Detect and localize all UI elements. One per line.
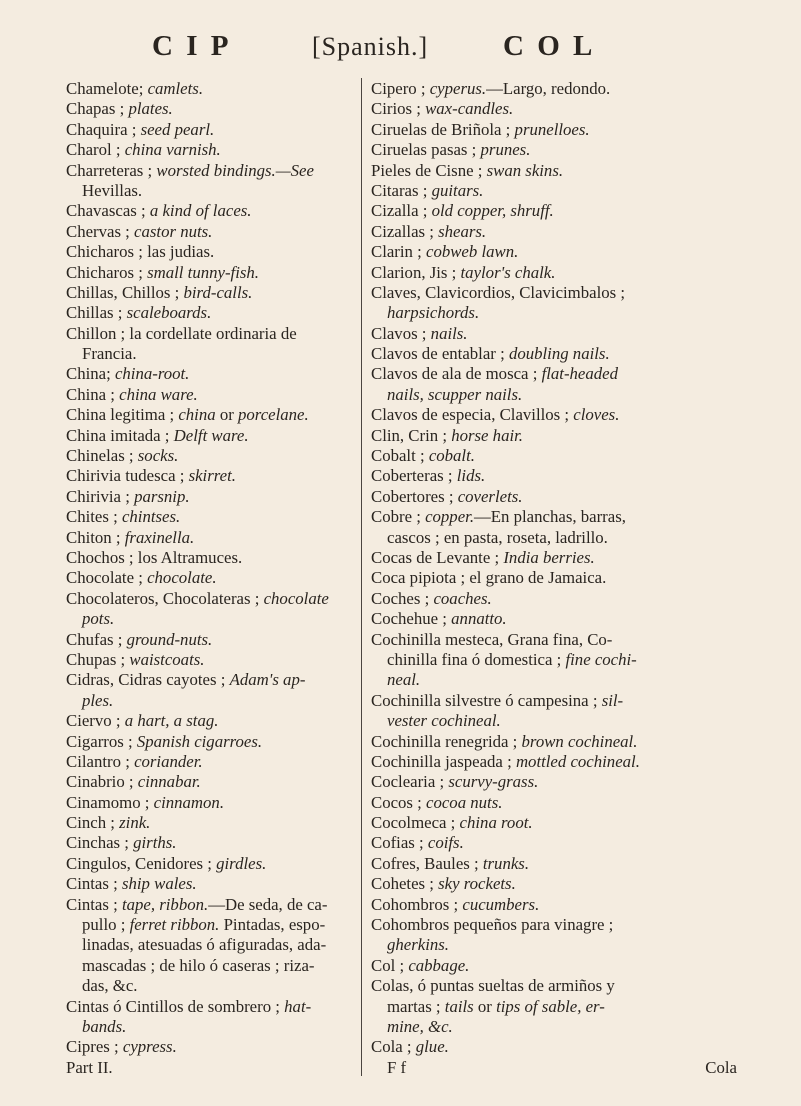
right-column xyxy=(371,79,737,1078)
spanish-term: Clavos de especia, Clavillos ; xyxy=(371,405,574,425)
entry-line xyxy=(371,242,737,262)
entry-line xyxy=(66,711,354,731)
spanish-term: Cochinilla mesteca, Grana fina, Co- xyxy=(371,629,613,649)
spanish-term: Chillas, Chillos ; xyxy=(66,282,184,302)
entry-line xyxy=(66,670,354,690)
entry-line xyxy=(371,344,737,364)
spanish-term: —En planchas, barras, xyxy=(474,507,626,527)
entry-line xyxy=(371,956,737,976)
spanish-term: Cohombros ; xyxy=(371,894,463,914)
spanish-term: Coches ; xyxy=(371,588,434,608)
spanish-term: Francia. xyxy=(82,344,137,364)
entry-line xyxy=(66,222,354,242)
spanish-term: Cigarros ; xyxy=(66,731,137,751)
english-gloss: brown cochineal. xyxy=(521,731,638,751)
english-gloss: nails, scupper nails. xyxy=(387,384,523,404)
spanish-term: China ; xyxy=(66,384,120,404)
spanish-term: Ciruelas de Briñola ; xyxy=(371,119,515,139)
english-gloss: cobweb lawn. xyxy=(426,242,519,262)
spanish-term: Cochinilla jaspeada ; xyxy=(371,751,516,771)
english-gloss: chocolate xyxy=(263,588,329,608)
spanish-term: Colas, ó puntas sueltas de armiños y xyxy=(371,976,615,996)
english-gloss: horse hair. xyxy=(451,425,523,445)
english-gloss: waistcoats. xyxy=(129,649,205,669)
english-gloss: Adam's ap- xyxy=(229,670,306,690)
english-gloss: copper. xyxy=(425,507,475,527)
entry-line xyxy=(66,813,354,833)
spanish-term: Clavos ; xyxy=(371,323,431,343)
entry-line xyxy=(66,140,354,160)
english-gloss: Delft ware. xyxy=(173,425,249,445)
english-gloss: vester cochineal. xyxy=(387,711,501,731)
english-gloss: girdles. xyxy=(216,853,267,873)
entry-line xyxy=(371,426,737,446)
spanish-term: Coclearia ; xyxy=(371,772,449,792)
entry-line xyxy=(66,120,354,140)
english-gloss: tips of sable, er- xyxy=(496,996,605,1016)
entry-line xyxy=(371,548,737,568)
entry-line xyxy=(371,568,737,588)
english-gloss: a kind of laces. xyxy=(149,201,252,221)
spanish-term: Cinchas ; xyxy=(66,833,134,853)
spanish-term: Chirivia tudesca ; xyxy=(66,466,189,486)
entry-line xyxy=(66,935,354,955)
spanish-term: Coca pipiota ; el grano de Jamaica. xyxy=(371,568,607,588)
entry-line xyxy=(371,303,737,323)
entry-line xyxy=(371,1037,737,1057)
spanish-term: Cola ; xyxy=(371,1037,416,1057)
spanish-term: Claves, Clavicordios, Clavicimbalos ; xyxy=(371,282,626,302)
entry-line xyxy=(66,854,354,874)
english-gloss: nails. xyxy=(430,323,468,343)
english-gloss: cucumbers. xyxy=(462,894,540,914)
entry-line xyxy=(371,813,737,833)
part-footer: Part II. xyxy=(66,1057,113,1077)
english-gloss: worsted bindings.—See xyxy=(156,160,314,180)
english-gloss: chintses. xyxy=(121,507,181,527)
english-gloss: annatto. xyxy=(451,609,507,629)
english-gloss: ples. xyxy=(82,690,114,710)
spanish-term: pullo ; xyxy=(82,915,130,935)
entry-line xyxy=(66,487,354,507)
spanish-term: Chufas ; xyxy=(66,629,127,649)
entry-line xyxy=(371,1017,737,1037)
english-gloss: scurvy-grass. xyxy=(448,772,539,792)
entry-line xyxy=(66,691,354,711)
entry-line xyxy=(66,242,354,262)
english-gloss: neal. xyxy=(387,670,421,690)
spanish-term: Chaquira ; xyxy=(66,119,141,139)
spanish-term: Chupas ; xyxy=(66,649,130,669)
spanish-term: Chillas ; xyxy=(66,303,127,323)
spanish-term: Cocolmeca ; xyxy=(371,813,460,833)
spanish-term: Chocolate ; xyxy=(66,568,148,588)
entry-line xyxy=(66,426,354,446)
entry-line xyxy=(371,528,737,548)
spanish-term: linadas, atesuadas ó afiguradas, ada- xyxy=(82,935,327,955)
english-gloss: prunelloes. xyxy=(514,119,590,139)
entry-line xyxy=(66,874,354,894)
english-gloss: ferret ribbon. xyxy=(129,915,220,935)
entry-line xyxy=(371,997,737,1017)
spanish-term: Chamelote; xyxy=(66,79,148,98)
spanish-term: chinilla fina ó domestica ; xyxy=(387,649,566,669)
english-gloss: cypress. xyxy=(122,1037,177,1057)
entry-line xyxy=(66,263,354,283)
catchword: Cola xyxy=(705,1057,737,1077)
entry-line xyxy=(371,161,737,181)
entry-line xyxy=(371,752,737,772)
spanish-term: Cizalla ; xyxy=(371,201,432,221)
spanish-term: Chinelas ; xyxy=(66,446,138,466)
spanish-term: Chillon ; la cordellate ordinaria de xyxy=(66,323,297,343)
spanish-term: Chirivia ; xyxy=(66,486,135,506)
spanish-term: Cofres, Baules ; xyxy=(371,853,483,873)
english-gloss: trunks. xyxy=(482,853,530,873)
spanish-term: Clarion, Jis ; xyxy=(371,262,461,282)
entry-line xyxy=(371,915,737,935)
spanish-term: Cohetes ; xyxy=(371,874,439,894)
spanish-term: Cobalt ; xyxy=(371,446,429,466)
spanish-term: Cipres ; xyxy=(66,1037,123,1057)
spanish-term: martas ; xyxy=(387,996,445,1016)
english-gloss: porcelane. xyxy=(238,405,309,425)
entry-line xyxy=(371,650,737,670)
entry-line xyxy=(371,895,737,915)
english-gloss: coverlets. xyxy=(457,486,523,506)
entry-line xyxy=(66,976,354,996)
english-gloss: china root. xyxy=(459,813,533,833)
spanish-term: Clin, Crin ; xyxy=(371,425,452,445)
english-gloss: ship wales. xyxy=(121,874,197,894)
entry-line xyxy=(66,895,354,915)
entry-line xyxy=(66,324,354,344)
spanish-term: das, &c. xyxy=(82,976,138,996)
entry-line xyxy=(371,711,737,731)
english-gloss: cocoa nuts. xyxy=(426,792,503,812)
english-gloss: zink. xyxy=(119,813,151,833)
entry-line xyxy=(66,915,354,935)
entry-line xyxy=(66,303,354,323)
entry-line xyxy=(66,528,354,548)
entry-line xyxy=(66,997,354,1017)
entry-line xyxy=(66,732,354,752)
english-gloss: wax-candles. xyxy=(425,99,514,119)
entry-line xyxy=(371,79,737,99)
entry-line xyxy=(371,874,737,894)
entry-line xyxy=(66,1017,354,1037)
spanish-term: Cidras, Cidras cayotes ; xyxy=(66,670,230,690)
english-gloss: scaleboards. xyxy=(126,303,212,323)
entry-line xyxy=(66,609,354,629)
spanish-term: —De seda, de ca- xyxy=(208,894,328,914)
spanish-term: Cipero ; xyxy=(371,79,430,98)
entry-line xyxy=(66,630,354,650)
english-gloss: doubling nails. xyxy=(508,344,610,364)
english-gloss: India berries. xyxy=(503,547,595,567)
spanish-term: Cocos ; xyxy=(371,792,427,812)
english-gloss: china xyxy=(178,405,216,425)
spanish-term: Chocolateros, Chocolateras ; xyxy=(66,588,264,608)
english-gloss: fraxinella. xyxy=(124,527,195,547)
entry-line xyxy=(371,364,737,384)
english-gloss: camlets. xyxy=(147,79,204,98)
spanish-term: Cinch ; xyxy=(66,813,120,833)
spanish-term: China imitada ; xyxy=(66,425,174,445)
entry-line xyxy=(371,793,737,813)
spanish-term: Chapas ; xyxy=(66,99,129,119)
english-gloss: seed pearl. xyxy=(140,119,215,139)
english-gloss: tails xyxy=(444,996,474,1016)
entry-line xyxy=(66,752,354,772)
entry-line xyxy=(66,446,354,466)
english-gloss: fine cochi- xyxy=(565,649,637,669)
english-gloss: gherkins. xyxy=(387,935,449,955)
english-gloss: bands. xyxy=(82,1016,127,1036)
english-gloss: cinnabar. xyxy=(137,772,201,792)
entry-line xyxy=(371,324,737,344)
english-gloss: tape, ribbon. xyxy=(121,894,209,914)
entry-line xyxy=(371,935,737,955)
entry-line xyxy=(66,589,354,609)
page-footer xyxy=(371,1058,737,1078)
spanish-term: Cohombros pequeños para vinagre ; xyxy=(371,915,614,935)
english-gloss: harpsichords. xyxy=(387,303,480,323)
english-gloss: swan skins. xyxy=(486,160,564,180)
spanish-term: Cochinilla renegrida ; xyxy=(371,731,522,751)
spanish-term: Citaras ; xyxy=(371,180,432,200)
english-gloss: old copper, shruff. xyxy=(431,201,554,221)
english-gloss: mottled cochineal. xyxy=(515,751,640,771)
english-gloss: taylor's chalk. xyxy=(460,262,556,282)
entry-line xyxy=(371,691,737,711)
spanish-term: Cirios ; xyxy=(371,99,426,119)
page-header xyxy=(0,30,801,70)
english-gloss: sky rockets. xyxy=(438,874,516,894)
entry-line xyxy=(371,487,737,507)
entry-line xyxy=(371,283,737,303)
entry-line xyxy=(66,364,354,384)
spanish-term: China; xyxy=(66,364,115,384)
entry-line xyxy=(371,466,737,486)
entry-line xyxy=(66,956,354,976)
english-gloss: coifs. xyxy=(427,833,464,853)
entry-line xyxy=(371,385,737,405)
english-gloss: girths. xyxy=(133,833,177,853)
entry-line xyxy=(371,732,737,752)
entry-line xyxy=(66,507,354,527)
spanish-term: Cinabrio ; xyxy=(66,772,138,792)
entry-line xyxy=(371,833,737,853)
spanish-term: or xyxy=(215,405,238,425)
entry-line xyxy=(66,466,354,486)
spanish-term: Cobertores ; xyxy=(371,486,458,506)
spanish-term: Chiton ; xyxy=(66,527,125,547)
spanish-term: Coberteras ; xyxy=(371,466,457,486)
entry-line xyxy=(66,568,354,588)
entry-line xyxy=(371,507,737,527)
english-gloss: shears. xyxy=(438,221,487,241)
spanish-term: Hevillas. xyxy=(82,180,143,200)
spanish-term: Ciruelas pasas ; xyxy=(371,140,481,160)
english-gloss: socks. xyxy=(137,446,179,466)
spanish-term: Cofias ; xyxy=(371,833,428,853)
english-gloss: a hart, a stag. xyxy=(124,711,219,731)
entry-line xyxy=(66,161,354,181)
header-language-label: [Spanish.] xyxy=(312,32,429,61)
entry-line xyxy=(66,548,354,568)
entry-line xyxy=(66,833,354,853)
english-gloss: cabbage. xyxy=(408,955,470,975)
entry-line xyxy=(66,650,354,670)
entry-line xyxy=(371,120,737,140)
english-gloss: flat-headed xyxy=(541,364,618,384)
english-gloss: parsnip. xyxy=(134,486,190,506)
spanish-term: —Largo, redondo. xyxy=(486,79,611,98)
spanish-term: Chicharos ; xyxy=(66,262,148,282)
entry-line xyxy=(66,344,354,364)
entry-line xyxy=(66,405,354,425)
spanish-term: Charol ; xyxy=(66,140,125,160)
entry-line xyxy=(371,140,737,160)
entry-line xyxy=(371,589,737,609)
english-gloss: cyperus. xyxy=(429,79,487,98)
english-gloss: Spanish cigarroes. xyxy=(136,731,263,751)
entry-line xyxy=(371,405,737,425)
spanish-term: Chavascas ; xyxy=(66,201,150,221)
entry-line xyxy=(371,263,737,283)
spanish-term: Chochos ; los Altramuces. xyxy=(66,547,243,567)
entry-line xyxy=(66,1037,354,1057)
english-gloss: coriander. xyxy=(134,751,203,771)
english-gloss: sil- xyxy=(601,690,624,710)
spanish-term: mascadas ; de hilo ó caseras ; riza- xyxy=(82,955,315,975)
spanish-term: Cilantro ; xyxy=(66,751,135,771)
entry-line xyxy=(371,222,737,242)
spanish-term: Clavos de entablar ; xyxy=(371,344,509,364)
entry-line xyxy=(66,201,354,221)
spanish-term: China legitima ; xyxy=(66,405,179,425)
entry-line xyxy=(66,99,354,119)
spanish-term: Clavos de ala de mosca ; xyxy=(371,364,542,384)
entry-line xyxy=(371,630,737,650)
english-gloss: small tunny-fish. xyxy=(147,262,259,282)
english-gloss: cloves. xyxy=(573,405,620,425)
english-gloss: chocolate. xyxy=(147,568,217,588)
english-gloss: cinnamon. xyxy=(153,792,225,812)
entry-line xyxy=(371,181,737,201)
entry-line xyxy=(66,793,354,813)
entry-line xyxy=(371,976,737,996)
english-gloss: coaches. xyxy=(433,588,492,608)
english-gloss: plates. xyxy=(128,99,173,119)
left-column xyxy=(66,79,354,1078)
header-right-guideword: C O L xyxy=(503,30,596,62)
entry-line xyxy=(371,201,737,221)
english-gloss: bird-calls. xyxy=(183,282,253,302)
english-gloss: china ware. xyxy=(119,384,198,404)
spanish-term: Ciervo ; xyxy=(66,711,125,731)
english-gloss: china-root. xyxy=(114,364,190,384)
english-gloss: castor nuts. xyxy=(134,221,213,241)
entry-line xyxy=(371,609,737,629)
entry-line xyxy=(66,385,354,405)
entry-line xyxy=(371,99,737,119)
english-gloss: glue. xyxy=(415,1037,449,1057)
entry-line xyxy=(371,854,737,874)
spanish-term: Cintas ; xyxy=(66,894,122,914)
english-gloss: ground-nuts. xyxy=(126,629,213,649)
english-gloss: cobalt. xyxy=(428,446,475,466)
english-gloss: skirret. xyxy=(188,466,236,486)
entry-line xyxy=(371,772,737,792)
spanish-term: Clarin ; xyxy=(371,242,426,262)
spanish-term: Cingulos, Cenidores ; xyxy=(66,853,217,873)
spanish-term: Chites ; xyxy=(66,507,122,527)
spanish-term: Cochinilla silvestre ó campesina ; xyxy=(371,690,602,710)
english-gloss: pots. xyxy=(82,609,115,629)
spanish-term: Chervas ; xyxy=(66,221,135,241)
english-gloss: china varnish. xyxy=(124,140,221,160)
entry-line xyxy=(371,446,737,466)
spanish-term: Cizallas ; xyxy=(371,221,439,241)
signature-mark: F f xyxy=(387,1057,407,1077)
english-gloss: lids. xyxy=(456,466,486,486)
spanish-term: Pieles de Cisne ; xyxy=(371,160,487,180)
spanish-term: Cocas de Levante ; xyxy=(371,547,504,567)
english-gloss: guitars. xyxy=(431,180,484,200)
header-left-guideword: C I P xyxy=(152,30,232,62)
entry-line xyxy=(66,79,354,99)
spanish-term: Cinamomo ; xyxy=(66,792,154,812)
entry-line xyxy=(371,670,737,690)
spanish-term: Cobre ; xyxy=(371,507,426,527)
english-gloss: mine, &c. xyxy=(387,1016,453,1036)
spanish-term: Cochehue ; xyxy=(371,609,452,629)
entry-line xyxy=(66,283,354,303)
english-gloss: prunes. xyxy=(480,140,531,160)
spanish-term: Cintas ; xyxy=(66,874,122,894)
spanish-term: or xyxy=(473,996,497,1016)
entry-line xyxy=(66,181,354,201)
spanish-term: Chicharos ; las judias. xyxy=(66,242,215,262)
column-divider xyxy=(361,78,362,1076)
spanish-term: Cintas ó Cintillos de sombrero ; xyxy=(66,996,285,1016)
english-gloss: hat- xyxy=(284,996,312,1016)
spanish-term: Pintadas, espo- xyxy=(219,915,326,935)
spanish-term: Col ; xyxy=(371,955,409,975)
entry-line xyxy=(66,772,354,792)
spanish-term: Charreteras ; xyxy=(66,160,157,180)
spanish-term: cascos ; en pasta, roseta, ladrillo. xyxy=(387,527,608,547)
